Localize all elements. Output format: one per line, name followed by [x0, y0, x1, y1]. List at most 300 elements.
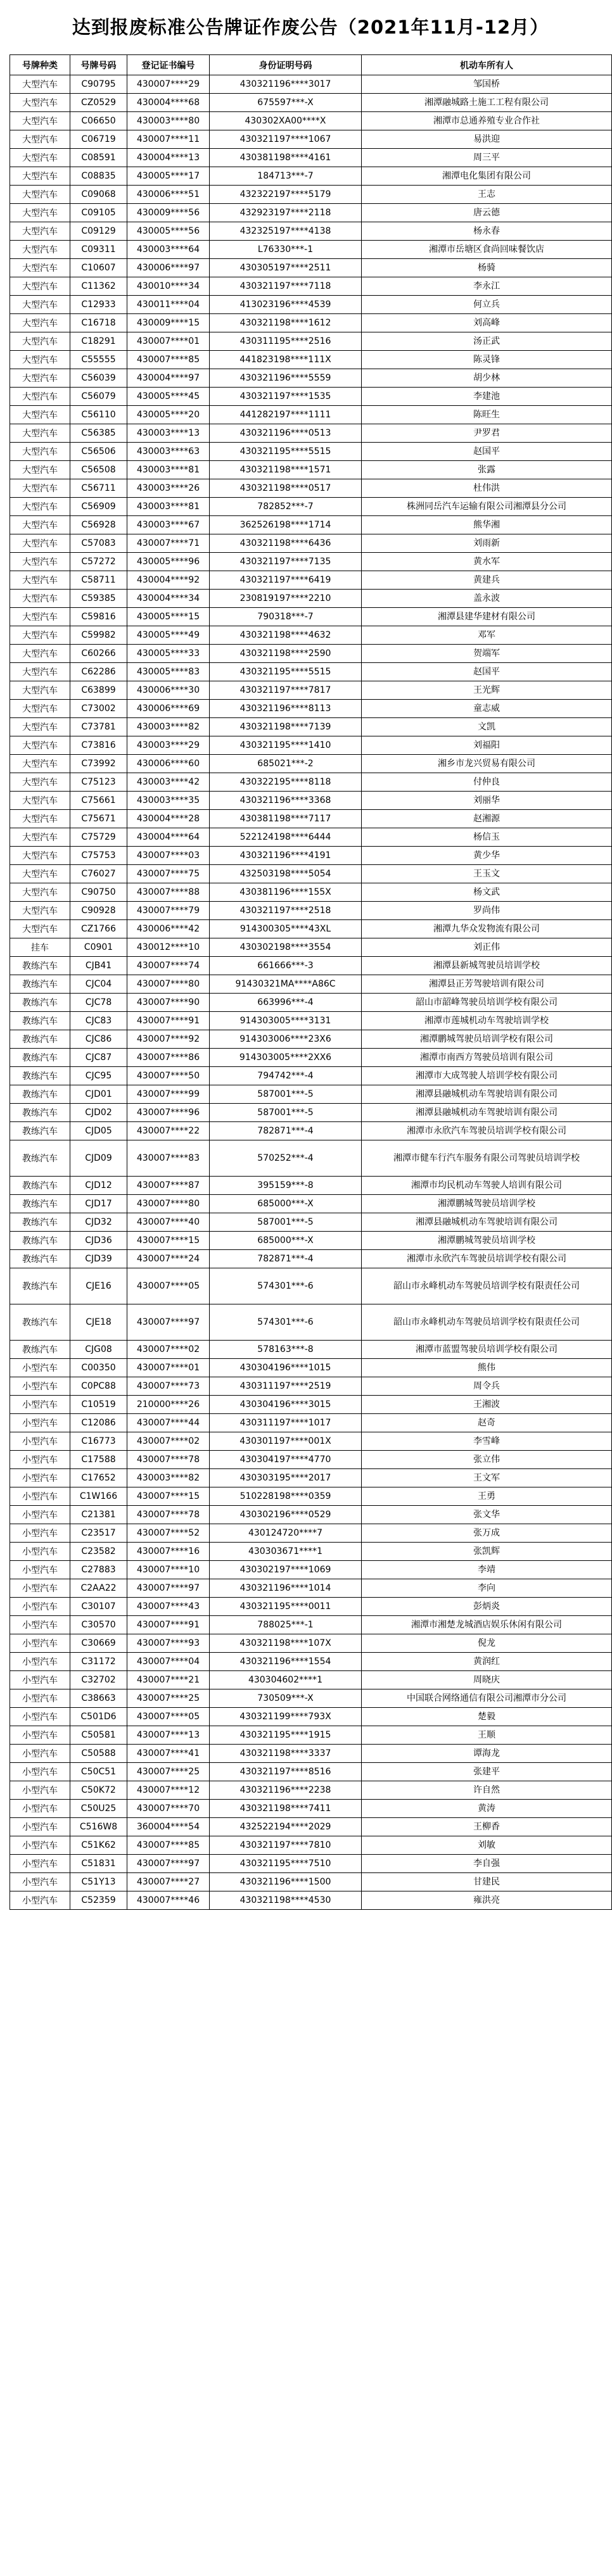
table-row: [10, 1451, 612, 1469]
plate-number-cell: C90795: [70, 75, 127, 94]
id-number-cell: 430321197****7135: [210, 553, 362, 571]
plate-type-cell: 大型汽车: [10, 351, 70, 369]
table-row: [10, 1213, 612, 1232]
plate-type-cell: 挂车: [10, 938, 70, 957]
id-number-cell: 430321198****4530: [210, 1891, 362, 1910]
table-row: [10, 424, 612, 443]
id-number-cell: 430321195****5515: [210, 663, 362, 681]
id-number-cell: 914303006****23X6: [210, 1030, 362, 1049]
table-row: [10, 975, 612, 994]
id-number-cell: 432522194****2029: [210, 1818, 362, 1836]
registration-cert-cell: 430007****24: [127, 1250, 210, 1268]
vehicle-owner-cell: 张建平: [362, 1763, 612, 1781]
registration-cert-cell: 430005****33: [127, 645, 210, 663]
plate-type-cell: 小型汽车: [10, 1579, 70, 1598]
id-number-cell: 782852***-7: [210, 498, 362, 516]
id-number-cell: 362526198****1714: [210, 516, 362, 534]
table-row: [10, 755, 612, 773]
vehicle-owner-cell: 王勇: [362, 1487, 612, 1506]
vehicle-owner-cell: 楚毅: [362, 1708, 612, 1726]
registration-cert-cell: 430007****96: [127, 1104, 210, 1122]
plate-number-cell: C50C51: [70, 1763, 127, 1781]
id-number-cell: 430302XA00****X: [210, 112, 362, 130]
id-number-cell: 430321198****6436: [210, 534, 362, 553]
registration-cert-cell: 430007****15: [127, 1232, 210, 1250]
id-number-cell: 914303005****2XX6: [210, 1049, 362, 1067]
plate-type-cell: 教练汽车: [10, 1049, 70, 1067]
plate-number-cell: CJC78: [70, 994, 127, 1012]
table-row: [10, 204, 612, 222]
id-number-cell: 430321198****0517: [210, 479, 362, 498]
table-row: [10, 75, 612, 94]
registration-cert-cell: 430007****21: [127, 1671, 210, 1689]
plate-number-cell: C58711: [70, 571, 127, 590]
table-row: [10, 479, 612, 498]
table-row: [10, 1506, 612, 1524]
id-number-cell: 430321196****1014: [210, 1579, 362, 1598]
registration-cert-cell: 430003****64: [127, 241, 210, 259]
table-row: [10, 994, 612, 1012]
plate-number-cell: C32702: [70, 1671, 127, 1689]
vehicle-owner-cell: 倪龙: [362, 1634, 612, 1653]
plate-number-cell: C56506: [70, 443, 127, 461]
id-number-cell: 430321198****107X: [210, 1634, 362, 1653]
plate-number-cell: CJD09: [70, 1140, 127, 1177]
plate-type-cell: 大型汽车: [10, 608, 70, 626]
plate-type-cell: 大型汽车: [10, 388, 70, 406]
plate-type-cell: 大型汽车: [10, 149, 70, 167]
registration-cert-cell: 430003****13: [127, 424, 210, 443]
table-row: [10, 498, 612, 516]
plate-number-cell: C30669: [70, 1634, 127, 1653]
vehicle-owner-cell: 赵湘源: [362, 810, 612, 828]
id-number-cell: 430303195****2017: [210, 1469, 362, 1487]
registration-cert-cell: 430007****12: [127, 1781, 210, 1800]
plate-number-cell: C50588: [70, 1745, 127, 1763]
registration-cert-cell: 430010****34: [127, 277, 210, 296]
vehicle-owner-cell: 株洲同岳汽车运输有限公司湘潭县分公司: [362, 498, 612, 516]
table-row: [10, 1140, 612, 1177]
vehicle-owner-cell: 王玉文: [362, 865, 612, 883]
vehicle-owner-cell: 李雪峰: [362, 1432, 612, 1451]
id-number-cell: 91430321MA****A86C: [210, 975, 362, 994]
plate-number-cell: CJG08: [70, 1341, 127, 1359]
registration-cert-cell: 430007****44: [127, 1414, 210, 1432]
vehicle-owner-cell: 周令兵: [362, 1377, 612, 1396]
id-number-cell: 914300305****43XL: [210, 920, 362, 938]
plate-type-cell: 大型汽车: [10, 94, 70, 112]
plate-number-cell: CJD12: [70, 1177, 127, 1195]
vehicle-owner-cell: 张文华: [362, 1506, 612, 1524]
id-number-cell: 432325197****4138: [210, 222, 362, 241]
id-number-cell: 430321198****7139: [210, 718, 362, 736]
id-number-cell: 675597***-X: [210, 94, 362, 112]
id-number-cell: 430301197****001X: [210, 1432, 362, 1451]
table-row: [10, 920, 612, 938]
vehicle-owner-cell: 赵国平: [362, 443, 612, 461]
registration-cert-cell: 430007****93: [127, 1634, 210, 1653]
registration-cert-cell: 430007****27: [127, 1873, 210, 1891]
table-row: [10, 1232, 612, 1250]
registration-cert-cell: 430007****16: [127, 1543, 210, 1561]
id-number-cell: 184713***-7: [210, 167, 362, 186]
plate-number-cell: C59385: [70, 590, 127, 608]
plate-type-cell: 教练汽车: [10, 994, 70, 1012]
plate-type-cell: 小型汽车: [10, 1671, 70, 1689]
plate-number-cell: C17588: [70, 1451, 127, 1469]
plate-number-cell: C11362: [70, 277, 127, 296]
vehicle-owner-cell: 杨骑: [362, 259, 612, 277]
vehicle-owner-cell: 湘潭市健车行汽车服务有限公司驾驶员培训学校: [362, 1140, 612, 1177]
id-number-cell: 430321196****8113: [210, 700, 362, 718]
registration-cert-cell: 430012****10: [127, 938, 210, 957]
id-number-cell: 430302197****1069: [210, 1561, 362, 1579]
plate-number-cell: C57272: [70, 553, 127, 571]
registration-cert-cell: 430007****85: [127, 351, 210, 369]
plate-number-cell: CJD05: [70, 1122, 127, 1140]
plate-number-cell: CJC87: [70, 1049, 127, 1067]
id-number-cell: 441823198****111X: [210, 351, 362, 369]
id-number-cell: 430321198****4632: [210, 626, 362, 645]
vehicle-owner-cell: 黄水军: [362, 553, 612, 571]
table-row: [10, 1616, 612, 1634]
header-registration-cert: 登记证书编号: [127, 55, 210, 75]
table-row: [10, 461, 612, 479]
table-row: [10, 241, 612, 259]
registration-cert-cell: 430007****70: [127, 1800, 210, 1818]
id-number-cell: 661666***-3: [210, 957, 362, 975]
plate-type-cell: 大型汽车: [10, 847, 70, 865]
registration-cert-cell: 360004****54: [127, 1818, 210, 1836]
plate-type-cell: 大型汽车: [10, 700, 70, 718]
plate-type-cell: 大型汽车: [10, 75, 70, 94]
id-number-cell: 441282197****1111: [210, 406, 362, 424]
plate-number-cell: CJB41: [70, 957, 127, 975]
registration-cert-cell: 430005****17: [127, 167, 210, 186]
vehicle-owner-cell: 邓军: [362, 626, 612, 645]
plate-type-cell: 小型汽车: [10, 1818, 70, 1836]
table-row: [10, 608, 612, 626]
registration-cert-cell: 430007****86: [127, 1049, 210, 1067]
plate-type-cell: 教练汽车: [10, 1213, 70, 1232]
vehicle-owner-cell: 黄建兵: [362, 571, 612, 590]
registration-cert-cell: 430005****49: [127, 626, 210, 645]
table-row: [10, 1085, 612, 1104]
id-number-cell: 578163***-8: [210, 1341, 362, 1359]
vehicle-owner-cell: 杜伟洪: [362, 479, 612, 498]
registration-cert-cell: 430003****63: [127, 443, 210, 461]
id-number-cell: 587001***-5: [210, 1213, 362, 1232]
vehicle-owner-cell: 周晓庆: [362, 1671, 612, 1689]
plate-number-cell: C52359: [70, 1891, 127, 1910]
registration-cert-cell: 430011****04: [127, 296, 210, 314]
vehicle-owner-cell: 王柳香: [362, 1818, 612, 1836]
plate-number-cell: C56039: [70, 369, 127, 388]
table-row: [10, 736, 612, 755]
table-row: [10, 1195, 612, 1213]
registration-cert-cell: 430007****79: [127, 902, 210, 920]
registration-cert-cell: 430007****40: [127, 1213, 210, 1232]
plate-number-cell: C38663: [70, 1689, 127, 1708]
plate-number-cell: C73002: [70, 700, 127, 718]
registration-cert-cell: 430006****69: [127, 700, 210, 718]
plate-number-cell: CJC83: [70, 1012, 127, 1030]
registration-cert-cell: 430007****90: [127, 994, 210, 1012]
id-number-cell: 430322195****8118: [210, 773, 362, 792]
table-row: [10, 957, 612, 975]
registration-cert-cell: 430003****26: [127, 479, 210, 498]
table-row: [10, 516, 612, 534]
plate-number-cell: CZ1766: [70, 920, 127, 938]
id-number-cell: 430321198****1571: [210, 461, 362, 479]
registration-cert-cell: 430003****35: [127, 792, 210, 810]
plate-number-cell: C00350: [70, 1359, 127, 1377]
plate-type-cell: 小型汽车: [10, 1487, 70, 1506]
plate-type-cell: 大型汽车: [10, 167, 70, 186]
header-plate-type: 号牌种类: [10, 55, 70, 75]
vehicle-owner-cell: 湘潭市蓝盟驾驶员培训学校有限公司: [362, 1341, 612, 1359]
plate-type-cell: 小型汽车: [10, 1469, 70, 1487]
table-row: [10, 1579, 612, 1598]
table-row: [10, 718, 612, 736]
registration-cert-cell: 430007****71: [127, 534, 210, 553]
plate-type-cell: 大型汽车: [10, 810, 70, 828]
registration-cert-cell: 430007****03: [127, 847, 210, 865]
registration-cert-cell: 430007****91: [127, 1616, 210, 1634]
plate-number-cell: C50K72: [70, 1781, 127, 1800]
id-number-cell: 794742***-4: [210, 1067, 362, 1085]
plate-number-cell: C50U25: [70, 1800, 127, 1818]
table-row: [10, 1818, 612, 1836]
id-number-cell: 574301***-6: [210, 1304, 362, 1341]
plate-number-cell: C23517: [70, 1524, 127, 1543]
plate-type-cell: 大型汽车: [10, 369, 70, 388]
plate-number-cell: C31172: [70, 1653, 127, 1671]
table-row: [10, 1891, 612, 1910]
vehicle-owner-cell: 王志: [362, 186, 612, 204]
id-number-cell: 430321196****2238: [210, 1781, 362, 1800]
table-row: [10, 1708, 612, 1726]
plate-number-cell: C12086: [70, 1414, 127, 1432]
registration-cert-cell: 430003****81: [127, 461, 210, 479]
vehicle-owner-cell: 湘潭县融城机动车驾驶培训有限公司: [362, 1104, 612, 1122]
plate-number-cell: C27883: [70, 1561, 127, 1579]
plate-number-cell: CJC86: [70, 1030, 127, 1049]
table-row: [10, 828, 612, 847]
vehicle-owner-cell: 湘潭市大成驾驶人培训学校有限公司: [362, 1067, 612, 1085]
registration-cert-cell: 430006****97: [127, 259, 210, 277]
table-row: [10, 1634, 612, 1653]
vehicle-owner-cell: 湘潭融城路土施工工程有限公司: [362, 94, 612, 112]
plate-type-cell: 大型汽车: [10, 755, 70, 773]
registration-cert-cell: 430007****97: [127, 1304, 210, 1341]
plate-type-cell: 教练汽车: [10, 1067, 70, 1085]
vehicle-owner-cell: 湘潭电化集团有限公司: [362, 167, 612, 186]
plate-type-cell: 小型汽车: [10, 1598, 70, 1616]
registration-cert-cell: 430003****81: [127, 498, 210, 516]
vehicle-owner-cell: 赵国平: [362, 663, 612, 681]
vehicle-owner-cell: 王顺: [362, 1726, 612, 1745]
table-row: [10, 332, 612, 351]
table-row: [10, 443, 612, 461]
id-number-cell: 430321195****0011: [210, 1598, 362, 1616]
registration-cert-cell: 430007****15: [127, 1487, 210, 1506]
vehicle-owner-cell: 湘潭县融城机动车驾驶培训有限公司: [362, 1085, 612, 1104]
id-number-cell: 782871***-4: [210, 1250, 362, 1268]
vehicle-owner-cell: 陈旺生: [362, 406, 612, 424]
vehicle-owner-cell: 付仲良: [362, 773, 612, 792]
table-row: [10, 1396, 612, 1414]
id-number-cell: 430303671****1: [210, 1543, 362, 1561]
plate-number-cell: C16718: [70, 314, 127, 332]
id-number-cell: 430381198****4161: [210, 149, 362, 167]
id-number-cell: 432503198****5054: [210, 865, 362, 883]
registration-cert-cell: 430007****97: [127, 1579, 210, 1598]
table-row: [10, 1067, 612, 1085]
registration-cert-cell: 430007****04: [127, 1653, 210, 1671]
plate-number-cell: C57083: [70, 534, 127, 553]
vehicle-owner-cell: 湘潭鹏城驾驶员培训学校有限公司: [362, 1030, 612, 1049]
plate-number-cell: C09068: [70, 186, 127, 204]
id-number-cell: 788025***-1: [210, 1616, 362, 1634]
table-row: [10, 1855, 612, 1873]
registration-cert-cell: 430007****29: [127, 75, 210, 94]
registration-cert-cell: 430007****78: [127, 1506, 210, 1524]
plate-number-cell: C09129: [70, 222, 127, 241]
registration-cert-cell: 430007****41: [127, 1745, 210, 1763]
registration-cert-cell: 430007****75: [127, 865, 210, 883]
plate-type-cell: 小型汽车: [10, 1432, 70, 1451]
table-row: [10, 222, 612, 241]
registration-cert-cell: 430006****60: [127, 755, 210, 773]
registration-cert-cell: 430007****50: [127, 1067, 210, 1085]
vehicle-owner-cell: 汤正武: [362, 332, 612, 351]
registration-cert-cell: 430005****45: [127, 388, 210, 406]
table-row: [10, 388, 612, 406]
plate-type-cell: 大型汽车: [10, 902, 70, 920]
vehicle-owner-cell: 胡少林: [362, 369, 612, 388]
plate-type-cell: 教练汽车: [10, 1140, 70, 1177]
table-row: [10, 1543, 612, 1561]
registration-cert-cell: 430006****30: [127, 681, 210, 700]
plate-type-cell: 小型汽车: [10, 1726, 70, 1745]
id-number-cell: 432322197****5179: [210, 186, 362, 204]
table-row: [10, 1341, 612, 1359]
plate-number-cell: C59982: [70, 626, 127, 645]
plate-number-cell: C73992: [70, 755, 127, 773]
table-row: [10, 626, 612, 645]
plate-number-cell: C0PC88: [70, 1377, 127, 1396]
vehicle-owner-cell: 湘潭鹏城驾驶员培训学校: [362, 1195, 612, 1213]
id-number-cell: 730509***-X: [210, 1689, 362, 1708]
header-plate-number: 号牌号码: [70, 55, 127, 75]
plate-type-cell: 教练汽车: [10, 1250, 70, 1268]
plate-number-cell: C30107: [70, 1598, 127, 1616]
registration-cert-cell: 430007****01: [127, 1359, 210, 1377]
vehicle-owner-cell: 湘潭市均民机动车驾驶人培训有限公司: [362, 1177, 612, 1195]
plate-number-cell: C75671: [70, 810, 127, 828]
plate-type-cell: 大型汽车: [10, 130, 70, 149]
table-row: [10, 1104, 612, 1122]
id-number-cell: 587001***-5: [210, 1085, 362, 1104]
plate-number-cell: C516W8: [70, 1818, 127, 1836]
registration-cert-cell: 430005****56: [127, 222, 210, 241]
vehicle-owner-cell: 湘潭市湘楚龙城酒店娱乐休闲有限公司: [362, 1616, 612, 1634]
notice-title: 达到报废标准公告牌证作废公告（2021年11月-12月）: [72, 16, 549, 38]
vehicle-owner-cell: 张万成: [362, 1524, 612, 1543]
table-row: [10, 792, 612, 810]
plate-type-cell: 小型汽车: [10, 1616, 70, 1634]
table-row: [10, 883, 612, 902]
vehicle-owner-cell: 黄少华: [362, 847, 612, 865]
plate-type-cell: 小型汽车: [10, 1451, 70, 1469]
id-number-cell: 430321195****1410: [210, 736, 362, 755]
id-number-cell: 430321195****5515: [210, 443, 362, 461]
registration-cert-cell: 430004****13: [127, 149, 210, 167]
plate-number-cell: C62286: [70, 663, 127, 681]
table-row: [10, 1122, 612, 1140]
id-number-cell: 430321195****7510: [210, 1855, 362, 1873]
table-row: [10, 369, 612, 388]
plate-type-cell: 大型汽车: [10, 479, 70, 498]
id-number-cell: 432923197****2118: [210, 204, 362, 222]
plate-type-cell: 大型汽车: [10, 645, 70, 663]
plate-type-cell: 小型汽车: [10, 1800, 70, 1818]
plate-number-cell: C09311: [70, 241, 127, 259]
vehicle-owner-cell: 杨永春: [362, 222, 612, 241]
vehicle-owner-cell: 张露: [362, 461, 612, 479]
id-number-cell: 395159***-8: [210, 1177, 362, 1195]
plate-type-cell: 教练汽车: [10, 1104, 70, 1122]
plate-number-cell: C60266: [70, 645, 127, 663]
vehicle-owner-cell: 黄润红: [362, 1653, 612, 1671]
plate-number-cell: C56711: [70, 479, 127, 498]
id-number-cell: 430321197****6419: [210, 571, 362, 590]
table-row: [10, 1359, 612, 1377]
vehicle-owner-cell: 湘乡市龙兴贸易有限公司: [362, 755, 612, 773]
table-row: [10, 810, 612, 828]
table-row: [10, 700, 612, 718]
vehicle-owner-cell: 陈灵锋: [362, 351, 612, 369]
table-row: [10, 571, 612, 590]
plate-number-cell: C23582: [70, 1543, 127, 1561]
table-row: [10, 351, 612, 369]
plate-number-cell: C90928: [70, 902, 127, 920]
id-number-cell: 430321198****7411: [210, 1800, 362, 1818]
vehicle-owner-cell: 王文军: [362, 1469, 612, 1487]
vehicle-owner-cell: 何立兵: [362, 296, 612, 314]
plate-type-cell: 教练汽车: [10, 1085, 70, 1104]
id-number-cell: 430321197****7118: [210, 277, 362, 296]
id-number-cell: 914303005****3131: [210, 1012, 362, 1030]
registration-cert-cell: 430004****64: [127, 828, 210, 847]
plate-type-cell: 小型汽车: [10, 1781, 70, 1800]
plate-type-cell: 小型汽车: [10, 1543, 70, 1561]
id-number-cell: 574301***-6: [210, 1268, 362, 1304]
plate-number-cell: C17652: [70, 1469, 127, 1487]
vehicle-owner-cell: 湘潭市莲城机动车驾驶培训学校: [362, 1012, 612, 1030]
plate-number-cell: C63899: [70, 681, 127, 700]
plate-number-cell: C50581: [70, 1726, 127, 1745]
plate-number-cell: C2AA22: [70, 1579, 127, 1598]
table-row: [10, 1671, 612, 1689]
vehicle-owner-cell: 张立伟: [362, 1451, 612, 1469]
table-row: [10, 1414, 612, 1432]
vehicle-owner-cell: 湘潭市永欣汽车驾驶员培训学校有限公司: [362, 1122, 612, 1140]
vehicle-owner-cell: 甘建民: [362, 1873, 612, 1891]
vehicle-owner-cell: 罗尚伟: [362, 902, 612, 920]
table-row: [10, 902, 612, 920]
